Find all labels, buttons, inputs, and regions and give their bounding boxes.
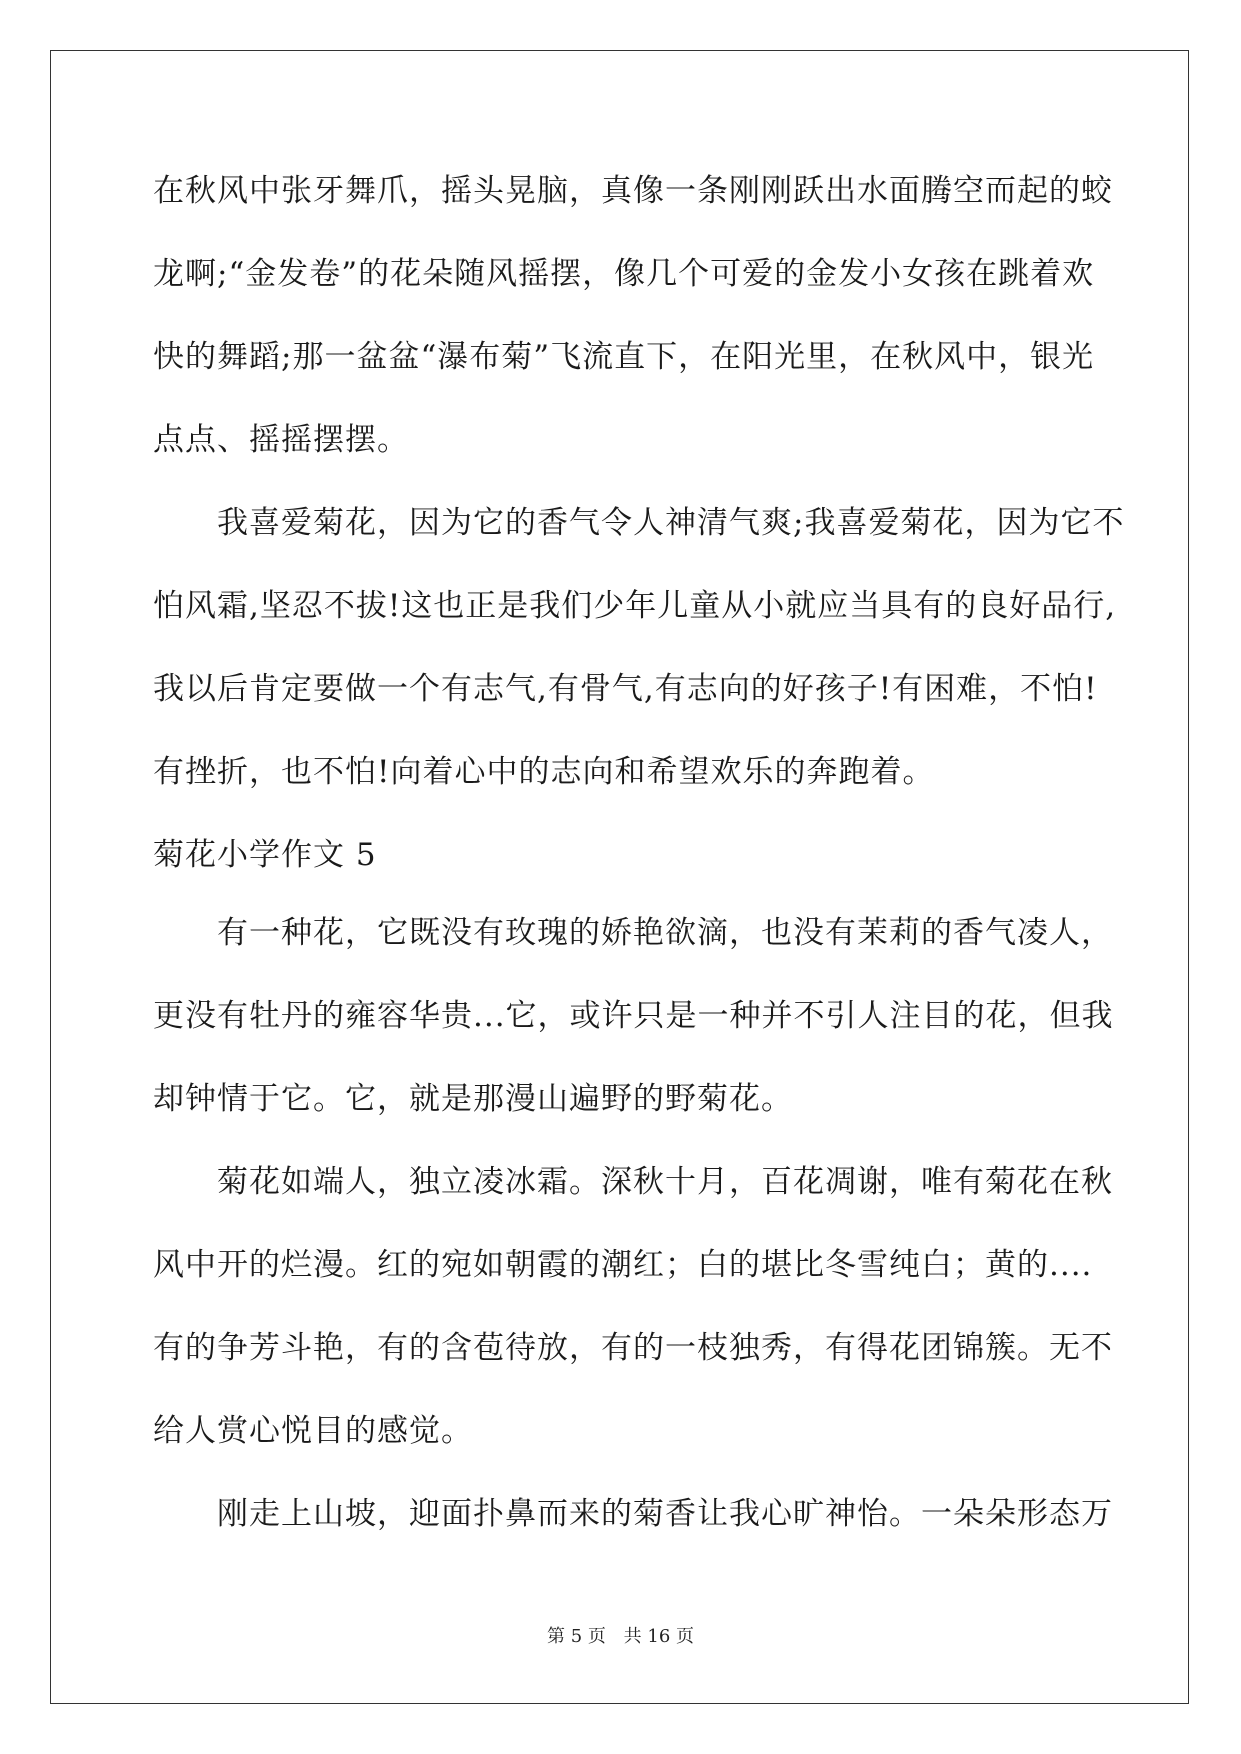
text-line: 有一种花，它既没有玫瑰的娇艳欲滴，也没有茉莉的香气凌人， xyxy=(153,915,1113,951)
text-line: 菊花如端人，独立凌冰霜。深秋十月，百花凋谢，唯有菊花在秋 xyxy=(153,1164,1113,1200)
text-line: 风中开的烂漫。红的宛如朝霞的潮红；白的堪比冬雪纯白；黄的.... xyxy=(153,1247,1093,1283)
text-line: 有的争芳斗艳，有的含苞待放，有的一枝独秀，有得花团锦簇。无不 xyxy=(153,1330,1113,1366)
text-line: 却钟情于它。它，就是那漫山遍野的野菊花。 xyxy=(153,1081,793,1117)
section-title: 菊花小学作文 5 xyxy=(153,837,377,873)
text-line: 怕风霜,坚忍不拔!这也正是我们少年儿童从小就应当具有的良好品行, xyxy=(153,588,1117,624)
text-line: 我以后肯定要做一个有志气,有骨气,有志向的好孩子!有困难，不怕! xyxy=(153,671,1098,707)
page-footer xyxy=(0,1622,1241,1648)
text-line: 有挫折，也不怕!向着心中的志向和希望欢乐的奔跑着。 xyxy=(153,754,935,790)
text-line: 点点、摇摇摆摆。 xyxy=(153,422,409,458)
page-number: 第 5 页 xyxy=(547,1626,606,1647)
text-line: 给人赏心悦目的感觉。 xyxy=(153,1413,473,1449)
page-total: 共 16 页 xyxy=(623,1626,694,1647)
text-line: 刚走上山坡，迎面扑鼻而来的菊香让我心旷神怡。一朵朵形态万 xyxy=(153,1496,1113,1532)
text-line: 更没有牡丹的雍容华贵...它，或许只是一种并不引人注目的花，但我 xyxy=(153,998,1114,1034)
text-line: 龙啊;“金发卷”的花朵随风摇摆，像几个可爱的金发小女孩在跳着欢 xyxy=(153,256,1095,292)
document-body xyxy=(153,162,1125,1568)
text-line: 在秋风中张牙舞爪，摇头晃脑，真像一条刚刚跃出水面腾空而起的蛟 xyxy=(153,173,1113,209)
text-line: 我喜爱菊花，因为它的香气令人神清气爽;我喜爱菊花，因为它不 xyxy=(153,505,1125,541)
text-line: 快的舞蹈;那一盆盆“瀑布菊”飞流直下，在阳光里，在秋风中，银光 xyxy=(153,339,1095,375)
